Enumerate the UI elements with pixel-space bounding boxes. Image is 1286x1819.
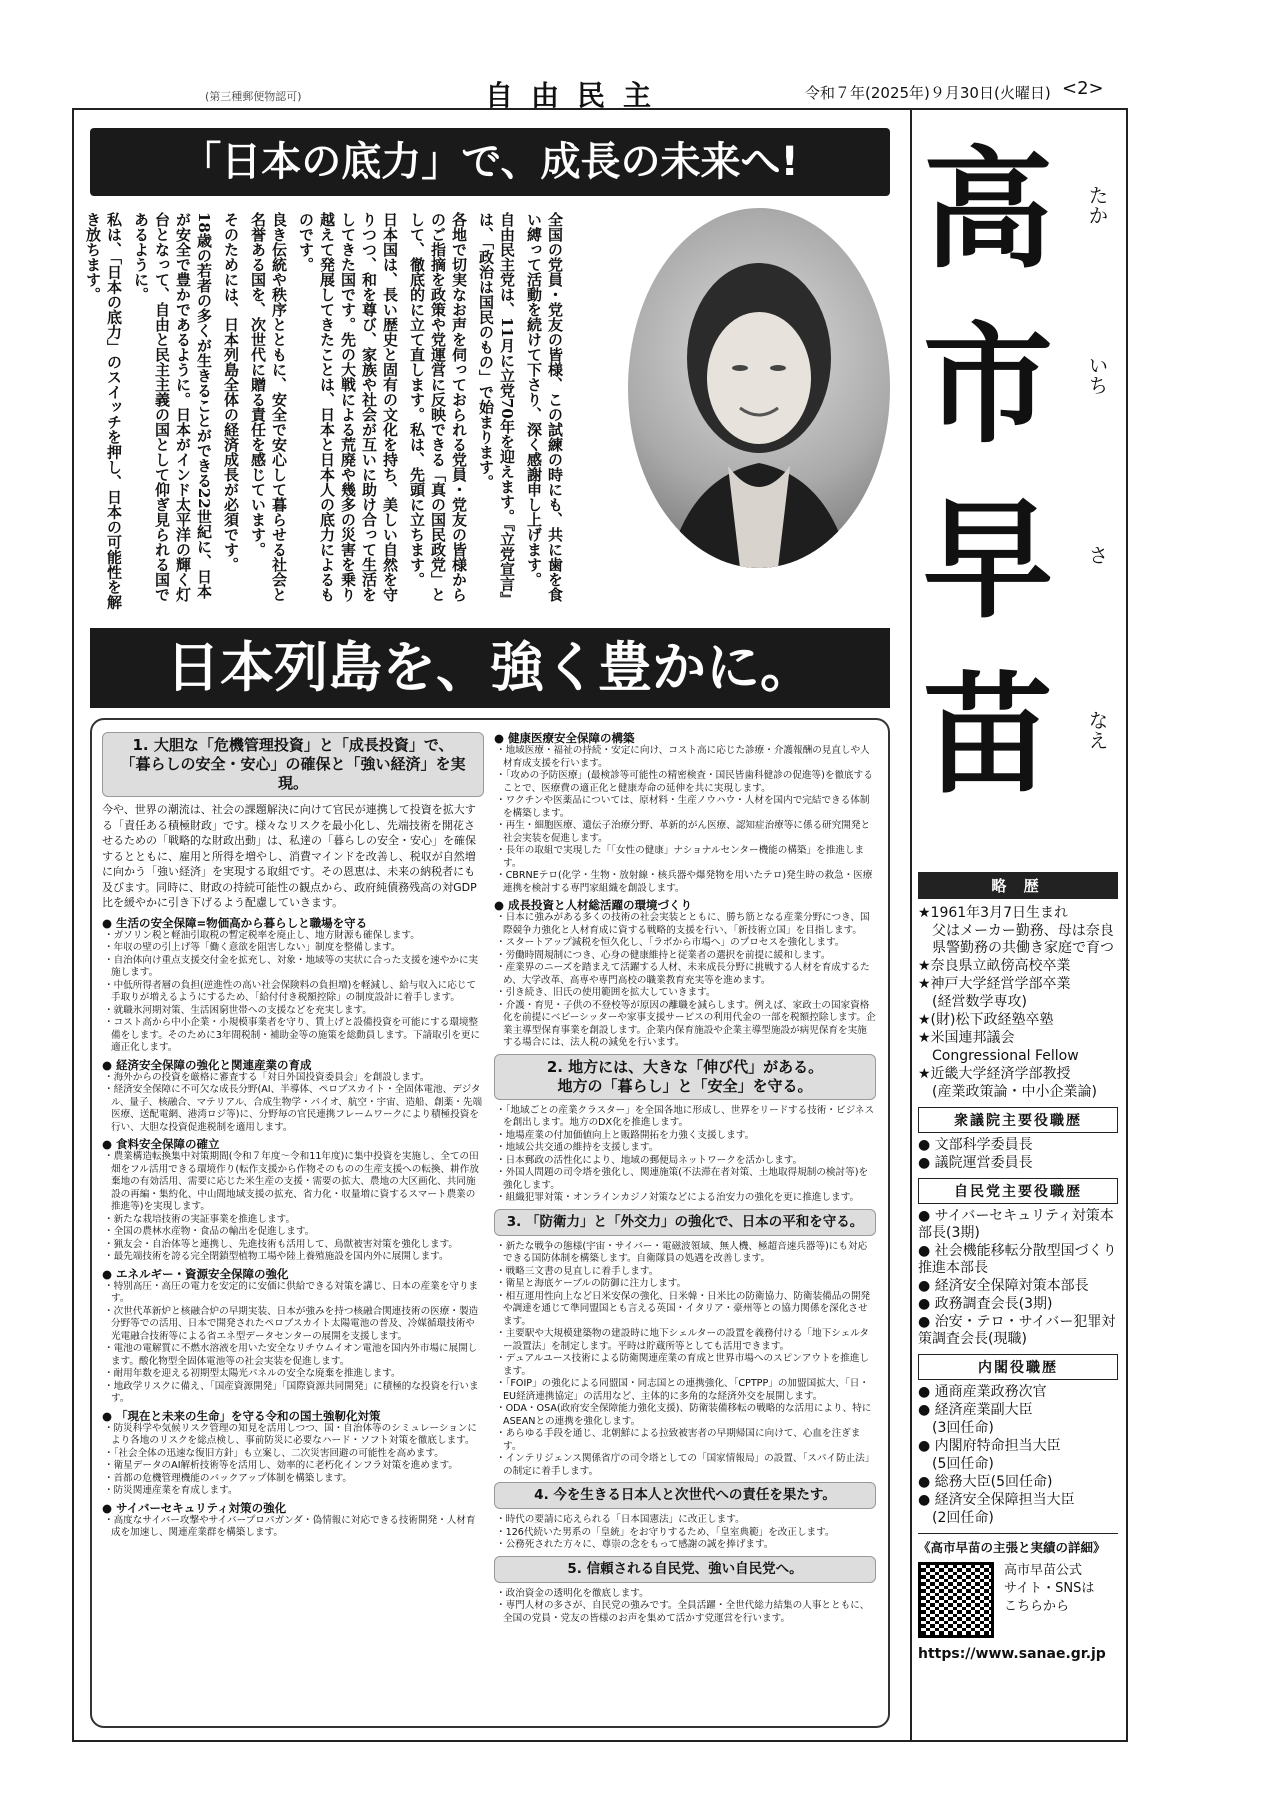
policy-bullet: ・海外からの投資を厳格に審査する「対日外国投資委員会」を創設します。 (104, 1071, 430, 1083)
name-ruby: いち (1085, 355, 1109, 395)
section-heading-line: 「暮らしの安全・安心」の確保と「強い経済」を実現。 (120, 755, 466, 792)
name-char-block (918, 660, 1118, 835)
policy-bullet: ・最先端技術を誇る完全閉鎖型植物工場や陸上養殖施設を国内外に展開します。 (104, 1251, 449, 1262)
section-heading-line: 地方の「暮らし」と「安全」を守る。 (557, 1076, 813, 1095)
policy-bullet: ・高度なサイバー攻撃やサイバープロパガンダ・偽情報に対応できる技術開発・人材育成を加速し、関連産業群を構築します。 (104, 1514, 476, 1538)
policy-bullet: ・地域医療・福祉の持続・安定に向け、コスト高に応じた診療・介護報酬の見直しや人材育成支援を行います。 (496, 745, 870, 769)
policy-bullet: ・組織犯罪対策・オンラインカジノ対策などによる治安力の強化を更に推進します。 (496, 1192, 860, 1203)
detail-heading: 《高市早苗の主張と実績の詳細》 (918, 1533, 1118, 1556)
cabinet-item: ● 経済産業副大臣 (918, 1402, 1033, 1418)
policy-bullet: ・新たな栽培技術の実証事業を推進します。 (104, 1213, 296, 1225)
policy-bullet: ・自治体向け重点支援交付金を拡充し、対象・地域等の実状に合った支援を速やかに実施します。 (104, 954, 479, 978)
policy-bullet: ・126代続いた男系の「皇統」をお守りするため、「皇室典範」を改正します。 (496, 1526, 835, 1538)
policy-bullet: ・介護・育児・子供の不登校等が原因の離職を減らします。例えば、家政士の国家資格化を前提にベビーシッターや家事支援サービスの利用代金の一部を税額控除します。企業主導型保育事業を創設します。企業内保育施設や企業主導型施設が病児保育を実施する場合には、法人税の減免を行います。 (496, 999, 876, 1048)
letter-paragraph: 全国の党員・党友の皆様、この試練の時にも、共に歯を食い縛って活動を続けて下さり、深く感謝申し上げます。 (525, 212, 564, 602)
bio-item: (経営数学専攻) (932, 994, 1027, 1010)
policy-bullet: ・再生・細胞医療、遺伝子治療分野、革新的がん医療、認知症治療等に係る研究開発と社会実装を促進します。 (496, 820, 871, 844)
policy-subheading: ● エネルギー・資源安全保障の強化 (102, 1266, 289, 1281)
section-3-list (494, 1241, 876, 1479)
section-4-heading: 4. 今を生きる日本人と次世代への責任を果たす。 (494, 1482, 876, 1509)
issue-date: 令和７年(2025年)９月30日(火曜日) (805, 84, 1051, 102)
message-letter (84, 212, 565, 612)
name-char: 苗 (922, 659, 1053, 811)
section-1-intro: 今や、世界の潮流は、社会の課題解決に向けて官民が連携して投資を拡大する「責任ある積極財政」です。様々なリスクを最小化し、先端技術を開花させるための「戦略的な財政出動」は、私達の「暮らしの安全・安心」を確保するとともに、雇用と所得を増やし、消費マインドを改善し、税収が自然増に向かう「強い経済」を実現する取組です。その恩恵は、未来の納税者にも及びます。同時に、財政の持続可能性の観点から、政府純債務残高の対GDP比を緩やかに引き下げるよう配慮していきます。 (102, 803, 477, 909)
qr-caption-line: サイト・SNSは (1004, 1581, 1095, 1596)
candidate-name (918, 135, 1118, 835)
right-groups (494, 731, 876, 1050)
bio-item: 父はメーカー勤務、母は奈良県警勤務の共働き家庭で育つ (932, 923, 1114, 956)
qr-code-icon[interactable] (918, 1562, 994, 1638)
name-ruby: たか (1085, 185, 1109, 225)
policy-box (90, 718, 890, 1728)
cabinet-item: ● 通商産業政務次官 (918, 1384, 1047, 1400)
policy-bullet: ・「社会全体の迅速な復旧方針」も立案し、二次災害回避の可能性を高めます。 (104, 1447, 444, 1459)
policy-bullet: ・首都の危機管理機能のバックアップ体制を構築します。 (104, 1472, 352, 1484)
postal-approval: (第三種郵便物認可) (205, 90, 302, 103)
bio-item: Congressional Fellow (932, 1048, 1079, 1064)
name-char-block (918, 135, 1118, 310)
bio-item: ★1961年3月7日生まれ (918, 905, 1068, 921)
party-item: ● 経済安全保障対策本部長 (918, 1278, 1089, 1294)
policy-subheading: ● サイバーセキュリティ対策の強化 (102, 1500, 287, 1515)
policy-right-column (494, 728, 876, 1625)
policy-bullet: ・年収の壁の引上げ等「働く意欲を阻害しない」制度を整備します。 (104, 942, 401, 953)
policy-bullet: ・ワクチンや医薬品については、原材料・生産ノウハウ・人材を国内で完結できる体制を構築します。 (496, 795, 870, 819)
party-item: ● 社会機能移転分散型国づくり推進本部長 (918, 1243, 1117, 1276)
policy-bullet: ・時代の要請に応えられる「日本国憲法」に改正します。 (496, 1514, 745, 1525)
policy-bullet: ・スタートアップ減税を恒久化し、「ラボから市場へ」のプロセスを強化します。 (496, 937, 845, 948)
policy-bullet: ・外国人問題の司令塔を強化し、関連施策(不法滞在者対策、土地取得規制の検討等)を強化します。 (496, 1167, 869, 1191)
name-char: 高 (922, 134, 1053, 286)
policy-subheading: ● 食料安全保障の確立 (102, 1137, 220, 1151)
bio-item: ★奈良県立畝傍高校卒業 (918, 958, 1071, 974)
policy-bullet: ・戦略三文書の見直しに着手します。 (496, 1265, 659, 1277)
policy-bullet: ・衛星と海底ケーブルの防御に注力します。 (496, 1278, 687, 1289)
qr-caption-line: 高市早苗公式 (1004, 1563, 1083, 1578)
letter-paragraph: 18歳の若者の多くが生きることができる22世紀に、日本が安全で豊かであるように。日本がインド太平洋の輝く灯台となって、自由と民主主義の国として仰ぎ見られる国であるように。 (132, 212, 213, 602)
cabinet-item: ● 経済安全保障担当大臣 (918, 1492, 1075, 1508)
party-item: ● 政務調査会長(3期) (918, 1296, 1053, 1312)
policy-bullet: ・「攻めの予防医療」(最検診等可能性の精密検査・国民皆歯科健診の促進等)を徹底することで、医療費の適正化と健康寿命の延伸を共に実現します。 (496, 770, 873, 794)
qr-block (918, 1562, 1118, 1638)
policy-bullet: ・日本郵政の活性化により、地域の郵便局ネットワークを活かします。 (496, 1154, 803, 1166)
section-heading-line: 2. 地方には、大きな「伸び代」がある。 (546, 1057, 824, 1076)
bio-item: ★近畿大学経済学部教授 (918, 1066, 1071, 1082)
policy-bullet: ・防災関連産業を育成します。 (104, 1485, 238, 1496)
policy-bullet: ・就職氷河期対策、生活困窮世帯への支援などを充実します。 (104, 1004, 372, 1016)
bio-item: (産業政策論・中小企業論) (932, 1084, 1097, 1100)
policy-bullet: ・政治資金の透明化を徹底します。 (496, 1587, 649, 1599)
policy-bullet: ・相互運用性向上など日米安保の強化、日米韓・日米比の防衛協力、防衛装備品の開発や調達を通じて準同盟国とも言える英国・イタリア・豪州等との協力関係を深化させます。 (496, 1290, 871, 1327)
policy-bullet: ・防災科学や気候リスク管理の知見を活用しつつ、国・自治体等のシミュレーションにより各地のリスクを総点検し、事前防災に必要なハード・ソフト対策を徹底します。 (104, 1422, 478, 1446)
section-2-list (494, 1105, 876, 1205)
portrait-illustration (628, 208, 890, 568)
policy-bullet: ・ODA・OSA(政府安全保障能力強化支援)、防衛装備移転の戦略的な活用により、特にASEANとの連携を強化します。 (496, 1403, 872, 1427)
section-5-list (494, 1588, 876, 1626)
policy-bullet: ・産業界のニーズを踏まえて活躍する人材、未来成長分野に挑戦する人材を育成するため、大学改革、高専や専門高校の職業教育充実等を進めます。 (496, 962, 870, 986)
main-slogan-banner: 日本列島を、強く豊かに。 (90, 628, 890, 708)
bio-list (918, 905, 1118, 1101)
policy-bullet: ・公務死された方々に、尊崇の念をもって感謝の誠を捧げます。 (496, 1539, 774, 1550)
policy-bullet: ・耐用年数を迎える初期型太陽光パネルの安全な廃棄を推進します。 (104, 1368, 401, 1379)
name-char-block (918, 485, 1118, 660)
letter-paragraph: 自由民主党は、11月に立党70年を迎えます。『立党宣言』は、「政治は国民のもの」で始まります。 (477, 212, 516, 607)
policy-left-column (102, 728, 484, 1540)
portrait-photo (628, 208, 890, 568)
letter-paragraph: 良き伝統や秩序とともに、安全で安心して暮らせる社会と名誉ある国を、次世代に贈る責任を感じています。 (249, 212, 288, 602)
policy-bullet: ・特別高圧・高圧の電力を安定的に安価に供給できる対策を講じ、日本の産業を守ります。 (104, 1280, 479, 1304)
policy-subheading: ● 「現在と未来の生命」を守る令和の国土強靭化対策 (102, 1408, 381, 1423)
bio-item: ★米国連邦議会 (918, 1030, 1015, 1046)
cabinet-item: ● 総務大臣(5回任命) (918, 1474, 1053, 1490)
page-number: <2> (1062, 78, 1104, 99)
letter-paragraph: 私は、「日本の底力」のスイッチを押し、日本の可能性を解き放ちます。 (84, 212, 123, 610)
qr-caption (1004, 1562, 1094, 1638)
cabinet-item: ● 内閣府特命担当大臣 (918, 1438, 1061, 1454)
section-1-heading (102, 732, 484, 797)
bio-item: ★(財)松下政経塾卒塾 (918, 1012, 1054, 1028)
name-ruby: なえ (1085, 710, 1109, 750)
policy-bullet: ・新たな戦争の態様(宇宙・サイバー・電磁波領域、無人機、極超音速兵器等)にも対応できる国防体制を構築します。自衛隊員の処遇を改善します。 (496, 1240, 868, 1264)
section-2-heading (494, 1054, 876, 1100)
policy-bullet: ・次世代革新炉と核融合炉の早期実装、日本が強みを持つ核融合関連技術の医療・製造分野等での活用、日本で開発されたペロブスカイト太陽電池の普及、冷媒循環技術や光電融合技術等による省エネ型データセンターの展開を支援します。 (104, 1305, 479, 1342)
cabinet-title: 内閣役職歴 (918, 1354, 1118, 1380)
policy-subheading: ● 経済安全保障の強化と関連産業の育成 (102, 1057, 312, 1072)
policy-bullet: ・ガソリン税と軽油引取税の暫定税率を廃止し、地方財源も確保します。 (104, 929, 420, 941)
policy-bullet: ・長年の取組で実現した「「女性の健康」ナショナルセンター機能の構築」を推進します。 (496, 845, 865, 869)
policy-bullet: ・猟友会・自治体等と連携し、先進技術も活用して、鳥獣被害対策を強化します。 (104, 1238, 459, 1250)
newspaper-title: 自由民主 (485, 79, 670, 112)
cabinet-item: (5回任命) (932, 1456, 994, 1472)
bio-title: 略 歴 (918, 872, 1118, 899)
policy-bullet: ・電池の電解質に不燃水溶液を用いた安全なリチウムイオン電池を国内外市場に展開します。酸化物型全固体電池等の社会実装を促進します。 (104, 1343, 478, 1367)
shugiin-title: 衆議院主要役職歴 (918, 1107, 1118, 1133)
policy-bullet: ・地場産業の付加価値向上と販路開拓を力強く支援します。 (496, 1129, 755, 1141)
section-3-heading: 3. 「防衛力」と「外交力」の強化で、日本の平和を守る。 (494, 1209, 876, 1236)
cabinet-item: (3回任命) (932, 1420, 994, 1436)
policy-bullet: ・「地域ごとの産業クラスター」を全国各地に形成し、世界をリードする技術・ビジネスを創出します。地方のDX化を推進します。 (496, 1104, 875, 1128)
left-groups (102, 916, 484, 1540)
section-4-list (494, 1514, 876, 1552)
policy-bullet: ・衛星データのAI解析技術等を活用し、効率的に老朽化インフラ対策を進めます。 (104, 1460, 458, 1471)
shugiin-item: ● 文部科学委員長 (918, 1137, 1033, 1153)
policy-bullet: ・コスト高から中小企業・小規模事業者を守り、賃上げと設備投資を可能にする環境整備をします。そのために3年間税制・補助金等の施策を総動員します。下請取引を更に適正化します。 (104, 1017, 481, 1053)
masthead (0, 0, 1286, 110)
party-item: ● 治安・テロ・サイバー犯罪対策調査会長(現職) (918, 1314, 1116, 1347)
policy-bullet: ・主要駅や大規模建築物の建設時に地下シェルターの設置を義務付ける「地下シェルター設置法」を制定します。平時は貯蔵所等としても活用できます。 (496, 1328, 870, 1352)
column-divider (910, 108, 912, 1742)
name-char: 早 (922, 484, 1053, 636)
letter-paragraph: 日本国は、長い歴史と固有の文化を持ち、美しい自然を守りつつ、和を尊び、家族や社会が互いに助け合って生活をしてきた国です。先の大戦による荒廃や幾多の災害を乗り越えて発展してきたことは、日本と日本人の底力によるものです。 (297, 212, 399, 602)
policy-bullet: ・引き続き、旧氏の使用範囲を拡大していきます。 (496, 987, 716, 998)
policy-bullet: ・「FOIP」の強化による同盟国・同志国との連携強化、「CPTPP」の加盟国拡大、「日・EU経済連携協定」の活用など、主体的に多角的な経済外交を展開します。 (496, 1378, 869, 1402)
name-char-block (918, 310, 1118, 485)
policy-bullet: ・経済安全保障に不可欠な成長分野(AI、半導体、ペロブスカイト・全固体電池、デジタル、量子、核融合、マテリアル、合成生物学・バイオ、航空・宇宙、造船、創薬・先端医療、送配電網、港湾ロジ等)に、分野毎の官民連携フレームワークにより積極投資を行い、大胆な投資促進税制を適用します。 (104, 1084, 483, 1133)
party-item: ● サイバーセキュリティ対策本部長(3期) (918, 1208, 1114, 1241)
policy-bullet: ・中低所得者層の負担(逆進性の高い社会保険料の負担増)を軽減し、給与収入に応じて手取りが増えるようにするため、「給付付き税額控除」の制度設計に着手します。 (104, 979, 477, 1003)
policy-bullet: ・専門人材の多さが、自民党の強みです。全員活躍・全世代総力結集の人事とともに、全国の党員・党友の皆様のお声を集めて活かす党運営を行います。 (496, 1600, 870, 1624)
policy-bullet: ・デュアルユース技術による防衛関連産業の育成と世界市場へのスピンアウトを推進します。 (496, 1353, 870, 1377)
website-link[interactable]: https://www.sanae.gr.jp (918, 1646, 1106, 1662)
letter-paragraph: 各地で切実なお声を伺っておられる党員・党友の皆様からのご指摘を政策や党運営に反映できる「真の国民政党」として、徹底的に立て直します。私は、先頭に立ちます。 (408, 212, 468, 602)
biography (918, 872, 1118, 1662)
party-title: 自民党主要役職歴 (918, 1178, 1118, 1204)
policy-bullet: ・地政学リスクに備え、「国産資源開発」「国際資源共同開発」に積極的な投資を行います。 (104, 1380, 479, 1404)
name-ruby: さ (1085, 545, 1109, 565)
policy-subheading: ● 成長投資と人材総活躍の環境づくり (494, 898, 693, 912)
policy-bullet: ・農業構造転換集中対策期間(令和７年度〜令和11年度)に集中投資を実施し、全ての田畑をフル活用できる環境作り(転作支援から作物そのものの生産支援への転換、耕作放棄地の有効活用、需要に応じた米生産の支援・需要の拡大、農地の大区画化、共同施設の再編・集約化、中山間地域支援の拡充、省力化・収量増に資するスマート農業の推進等)を実現します。 (104, 1151, 479, 1212)
bio-item: ★神戸大学経営学部卒業 (918, 976, 1071, 992)
policy-subheading: ● 健康医療安全保障の構築 (494, 731, 635, 745)
policy-bullet: ・CBRNEテロ(化学・生物・放射線・核兵器や爆発物を用いたテロ)発生時の救急・医療連携を検討する専門家組織を創設します。 (496, 870, 873, 894)
headline-banner: 「日本の底力」で、成長の未来へ! (90, 128, 890, 196)
qr-caption-line: こちらから (1004, 1599, 1070, 1614)
section-heading-line: 1. 大胆な「危機管理投資」と「成長投資」で、 (132, 736, 454, 754)
policy-subheading: ● 生活の安全保障=物価高から暮らしと職場を守る (102, 915, 368, 930)
shugiin-item: ● 議院運営委員長 (918, 1155, 1033, 1171)
policy-bullet: ・労働時間規制につき、心身の健康維持と従業者の選択を前提に緩和します。 (496, 949, 831, 961)
letter-paragraph: そのためには、日本列島全体の経済成長が必須です。 (222, 212, 240, 572)
cabinet-item: (2回任命) (932, 1510, 994, 1526)
policy-bullet: ・インテリジェンス関係省庁の司令塔としての「国家情報局」の設置、「スパイ防止法」の制定に着手します。 (496, 1453, 875, 1477)
name-char: 市 (922, 309, 1053, 461)
policy-bullet: ・全国の農林水産物・食品の輸出を促進します。 (104, 1226, 315, 1237)
policy-bullet: ・日本に強みがある多くの技術の社会実装とともに、勝ち筋となる産業分野につき、国際競争力強化と人材育成に資する戦略的支援を行い、「新技術立国」を目指します。 (496, 912, 870, 936)
policy-bullet: ・あらゆる手段を通じ、北朝鮮による拉致被害者の早期帰国に向けて、心血を注ぎます。 (496, 1428, 861, 1452)
policy-bullet: ・地域公共交通の維持を支援します。 (496, 1142, 659, 1153)
section-5-heading: 5. 信頼される自民党、強い自民党へ。 (494, 1556, 876, 1583)
